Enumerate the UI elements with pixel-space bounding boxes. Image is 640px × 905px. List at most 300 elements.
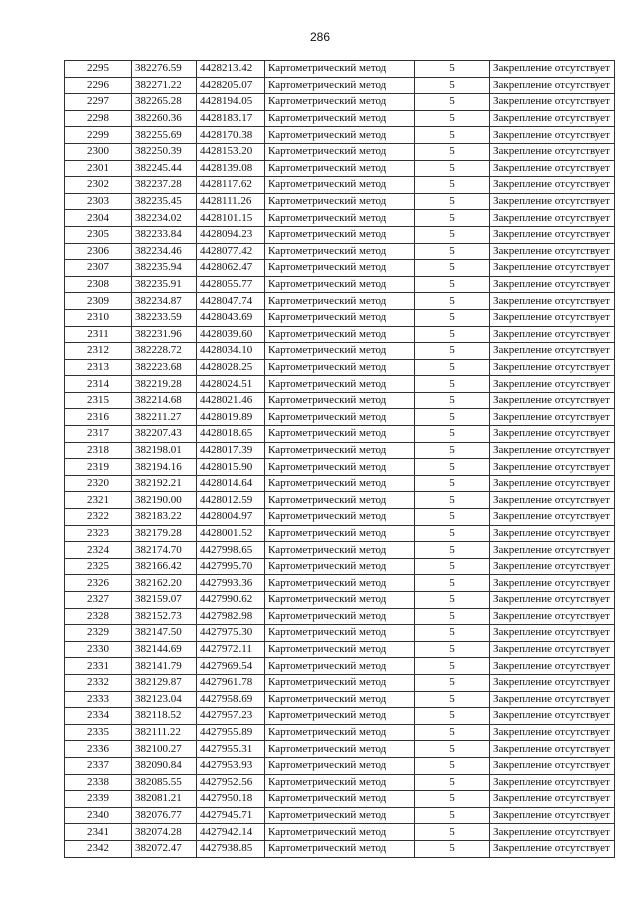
table-row [65,791,615,808]
y-coordinate-cell: 4428101.15 [197,210,265,227]
fixing-cell: Закрепление отсутствует [490,641,615,658]
table-row [65,127,615,144]
fixing-cell: Закрепление отсутствует [490,840,615,857]
fixing-cell: Закрепление отсутствует [490,61,615,78]
accuracy-cell: 5 [415,226,490,243]
accuracy-cell: 5 [415,824,490,841]
y-coordinate-cell: 4427958.69 [197,691,265,708]
table-row [65,691,615,708]
y-coordinate-cell: 4428004.97 [197,509,265,526]
y-coordinate-cell: 4427993.36 [197,575,265,592]
y-coordinate-cell: 4427995.70 [197,558,265,575]
fixing-cell: Закрепление отсутствует [490,558,615,575]
method-cell: Картометрический метод [265,558,415,575]
fixing-cell: Закрепление отсутствует [490,110,615,127]
table-row [65,658,615,675]
accuracy-cell: 5 [415,409,490,426]
method-cell: Картометрический метод [265,807,415,824]
table-row [65,807,615,824]
point-number-cell: 2310 [65,309,132,326]
y-coordinate-cell: 4428017.39 [197,442,265,459]
method-cell: Картометрический метод [265,542,415,559]
method-cell: Картометрический метод [265,741,415,758]
method-cell: Картометрический метод [265,459,415,476]
method-cell: Картометрический метод [265,343,415,360]
method-cell: Картометрический метод [265,592,415,609]
accuracy-cell: 5 [415,326,490,343]
y-coordinate-cell: 4428018.65 [197,426,265,443]
point-number-cell: 2304 [65,210,132,227]
x-coordinate-cell: 382237.28 [132,177,197,194]
table-row [65,724,615,741]
y-coordinate-cell: 4427942.14 [197,824,265,841]
table-row [65,293,615,310]
y-coordinate-cell: 4428014.64 [197,475,265,492]
x-coordinate-cell: 382233.84 [132,226,197,243]
table-row [65,575,615,592]
y-coordinate-cell: 4427998.65 [197,542,265,559]
y-coordinate-cell: 4428039.60 [197,326,265,343]
fixing-cell: Закрепление отсутствует [490,309,615,326]
fixing-cell: Закрепление отсутствует [490,177,615,194]
y-coordinate-cell: 4428055.77 [197,276,265,293]
coordinates-table-body [65,61,615,858]
point-number-cell: 2326 [65,575,132,592]
point-number-cell: 2296 [65,77,132,94]
fixing-cell: Закрепление отсутствует [490,691,615,708]
fixing-cell: Закрепление отсутствует [490,592,615,609]
method-cell: Картометрический метод [265,708,415,725]
x-coordinate-cell: 382152.73 [132,608,197,625]
fixing-cell: Закрепление отсутствует [490,127,615,144]
fixing-cell: Закрепление отсутствует [490,724,615,741]
table-row [65,376,615,393]
accuracy-cell: 5 [415,177,490,194]
coordinates-table [64,60,615,858]
method-cell: Картометрический метод [265,409,415,426]
x-coordinate-cell: 382207.43 [132,426,197,443]
point-number-cell: 2335 [65,724,132,741]
table-row [65,160,615,177]
point-number-cell: 2333 [65,691,132,708]
method-cell: Картометрический метод [265,525,415,542]
point-number-cell: 2323 [65,525,132,542]
point-number-cell: 2311 [65,326,132,343]
table-row [65,492,615,509]
fixing-cell: Закрепление отсутствует [490,442,615,459]
table-row [65,509,615,526]
method-cell: Картометрический метод [265,260,415,277]
y-coordinate-cell: 4427950.18 [197,791,265,808]
table-row [65,757,615,774]
point-number-cell: 2305 [65,226,132,243]
fixing-cell: Закрепление отсутствует [490,243,615,260]
table-row [65,840,615,857]
table-row [65,226,615,243]
point-number-cell: 2313 [65,359,132,376]
accuracy-cell: 5 [415,61,490,78]
point-number-cell: 2317 [65,426,132,443]
x-coordinate-cell: 382245.44 [132,160,197,177]
fixing-cell: Закрепление отсутствует [490,575,615,592]
y-coordinate-cell: 4428077.42 [197,243,265,260]
accuracy-cell: 5 [415,392,490,409]
x-coordinate-cell: 382147.50 [132,625,197,642]
accuracy-cell: 5 [415,276,490,293]
table-row [65,558,615,575]
x-coordinate-cell: 382174.70 [132,542,197,559]
fixing-cell: Закрепление отсутствует [490,807,615,824]
method-cell: Картометрический метод [265,608,415,625]
x-coordinate-cell: 382090.84 [132,757,197,774]
y-coordinate-cell: 4427975.30 [197,625,265,642]
y-coordinate-cell: 4427961.78 [197,674,265,691]
fixing-cell: Закрепление отсутствует [490,260,615,277]
x-coordinate-cell: 382111.22 [132,724,197,741]
method-cell: Картометрический метод [265,774,415,791]
x-coordinate-cell: 382235.45 [132,193,197,210]
table-row [65,409,615,426]
y-coordinate-cell: 4428139.08 [197,160,265,177]
accuracy-cell: 5 [415,641,490,658]
method-cell: Картометрический метод [265,724,415,741]
accuracy-cell: 5 [415,293,490,310]
y-coordinate-cell: 4428183.17 [197,110,265,127]
fixing-cell: Закрепление отсутствует [490,459,615,476]
accuracy-cell: 5 [415,343,490,360]
method-cell: Картометрический метод [265,492,415,509]
fixing-cell: Закрепление отсутствует [490,625,615,642]
method-cell: Картометрический метод [265,426,415,443]
accuracy-cell: 5 [415,426,490,443]
y-coordinate-cell: 4428019.89 [197,409,265,426]
point-number-cell: 2308 [65,276,132,293]
y-coordinate-cell: 4428034.10 [197,343,265,360]
method-cell: Картометрический метод [265,127,415,144]
method-cell: Картометрический метод [265,177,415,194]
method-cell: Картометрический метод [265,442,415,459]
method-cell: Картометрический метод [265,475,415,492]
point-number-cell: 2338 [65,774,132,791]
fixing-cell: Закрепление отсутствует [490,326,615,343]
method-cell: Картометрический метод [265,791,415,808]
y-coordinate-cell: 4428024.51 [197,376,265,393]
y-coordinate-cell: 4428213.42 [197,61,265,78]
method-cell: Картометрический метод [265,641,415,658]
point-number-cell: 2301 [65,160,132,177]
table-row [65,592,615,609]
y-coordinate-cell: 4427972.11 [197,641,265,658]
table-row [65,674,615,691]
table-row [65,426,615,443]
fixing-cell: Закрепление отсутствует [490,791,615,808]
point-number-cell: 2298 [65,110,132,127]
point-number-cell: 2341 [65,824,132,841]
method-cell: Картометрический метод [265,376,415,393]
y-coordinate-cell: 4428117.62 [197,177,265,194]
fixing-cell: Закрепление отсутствует [490,210,615,227]
table-row [65,77,615,94]
point-number-cell: 2321 [65,492,132,509]
accuracy-cell: 5 [415,509,490,526]
method-cell: Картометрический метод [265,658,415,675]
table-row [65,542,615,559]
y-coordinate-cell: 4427938.85 [197,840,265,857]
x-coordinate-cell: 382072.47 [132,840,197,857]
accuracy-cell: 5 [415,309,490,326]
x-coordinate-cell: 382198.01 [132,442,197,459]
point-number-cell: 2324 [65,542,132,559]
x-coordinate-cell: 382123.04 [132,691,197,708]
y-coordinate-cell: 4427957.23 [197,708,265,725]
table-row [65,459,615,476]
fixing-cell: Закрепление отсутствует [490,774,615,791]
x-coordinate-cell: 382265.28 [132,94,197,111]
x-coordinate-cell: 382260.36 [132,110,197,127]
x-coordinate-cell: 382192.21 [132,475,197,492]
accuracy-cell: 5 [415,210,490,227]
fixing-cell: Закрепление отсутствует [490,94,615,111]
x-coordinate-cell: 382074.28 [132,824,197,841]
page-number: 286 [309,30,331,44]
accuracy-cell: 5 [415,791,490,808]
fixing-cell: Закрепление отсутствует [490,542,615,559]
accuracy-cell: 5 [415,475,490,492]
point-number-cell: 2329 [65,625,132,642]
accuracy-cell: 5 [415,260,490,277]
point-number-cell: 2327 [65,592,132,609]
fixing-cell: Закрепление отсутствует [490,674,615,691]
fixing-cell: Закрепление отсутствует [490,757,615,774]
y-coordinate-cell: 4427955.31 [197,741,265,758]
x-coordinate-cell: 382234.02 [132,210,197,227]
x-coordinate-cell: 382194.16 [132,459,197,476]
accuracy-cell: 5 [415,625,490,642]
fixing-cell: Закрепление отсутствует [490,608,615,625]
method-cell: Картометрический метод [265,77,415,94]
table-row [65,193,615,210]
y-coordinate-cell: 4428094.23 [197,226,265,243]
x-coordinate-cell: 382271.22 [132,77,197,94]
x-coordinate-cell: 382081.21 [132,791,197,808]
fixing-cell: Закрепление отсутствует [490,426,615,443]
point-number-cell: 2325 [65,558,132,575]
point-number-cell: 2342 [65,840,132,857]
fixing-cell: Закрепление отсутствует [490,376,615,393]
method-cell: Картометрический метод [265,309,415,326]
accuracy-cell: 5 [415,193,490,210]
accuracy-cell: 5 [415,525,490,542]
x-coordinate-cell: 382159.07 [132,592,197,609]
accuracy-cell: 5 [415,608,490,625]
method-cell: Картометрический метод [265,326,415,343]
accuracy-cell: 5 [415,359,490,376]
table-row [65,608,615,625]
accuracy-cell: 5 [415,708,490,725]
y-coordinate-cell: 4428153.20 [197,143,265,160]
y-coordinate-cell: 4427953.93 [197,757,265,774]
table-row [65,260,615,277]
method-cell: Картометрический метод [265,674,415,691]
accuracy-cell: 5 [415,724,490,741]
x-coordinate-cell: 382228.72 [132,343,197,360]
x-coordinate-cell: 382190.00 [132,492,197,509]
x-coordinate-cell: 382235.94 [132,260,197,277]
x-coordinate-cell: 382141.79 [132,658,197,675]
accuracy-cell: 5 [415,492,490,509]
x-coordinate-cell: 382211.27 [132,409,197,426]
point-number-cell: 2302 [65,177,132,194]
point-number-cell: 2307 [65,260,132,277]
y-coordinate-cell: 4427969.54 [197,658,265,675]
table-row [65,774,615,791]
table-row [65,243,615,260]
y-coordinate-cell: 4428111.26 [197,193,265,210]
x-coordinate-cell: 382162.20 [132,575,197,592]
y-coordinate-cell: 4427990.62 [197,592,265,609]
y-coordinate-cell: 4428170.38 [197,127,265,144]
table-row [65,309,615,326]
point-number-cell: 2312 [65,343,132,360]
y-coordinate-cell: 4428047.74 [197,293,265,310]
table-row [65,177,615,194]
y-coordinate-cell: 4428015.90 [197,459,265,476]
method-cell: Картометрический метод [265,110,415,127]
table-row [65,708,615,725]
point-number-cell: 2319 [65,459,132,476]
x-coordinate-cell: 382118.52 [132,708,197,725]
method-cell: Картометрический метод [265,625,415,642]
fixing-cell: Закрепление отсутствует [490,160,615,177]
point-number-cell: 2316 [65,409,132,426]
table-row [65,525,615,542]
point-number-cell: 2295 [65,61,132,78]
accuracy-cell: 5 [415,94,490,111]
method-cell: Картометрический метод [265,143,415,160]
table-row [65,359,615,376]
accuracy-cell: 5 [415,592,490,609]
y-coordinate-cell: 4428062.47 [197,260,265,277]
accuracy-cell: 5 [415,774,490,791]
fixing-cell: Закрепление отсутствует [490,143,615,160]
point-number-cell: 2328 [65,608,132,625]
accuracy-cell: 5 [415,558,490,575]
table-row [65,110,615,127]
fixing-cell: Закрепление отсутствует [490,824,615,841]
table-row [65,824,615,841]
method-cell: Картометрический метод [265,193,415,210]
table-row [65,625,615,642]
x-coordinate-cell: 382235.91 [132,276,197,293]
fixing-cell: Закрепление отсутствует [490,708,615,725]
method-cell: Картометрический метод [265,757,415,774]
point-number-cell: 2330 [65,641,132,658]
x-coordinate-cell: 382255.69 [132,127,197,144]
accuracy-cell: 5 [415,757,490,774]
method-cell: Картометрический метод [265,824,415,841]
x-coordinate-cell: 382231.96 [132,326,197,343]
fixing-cell: Закрепление отсутствует [490,77,615,94]
fixing-cell: Закрепление отсутствует [490,741,615,758]
y-coordinate-cell: 4427945.71 [197,807,265,824]
x-coordinate-cell: 382179.28 [132,525,197,542]
accuracy-cell: 5 [415,442,490,459]
table-row [65,94,615,111]
accuracy-cell: 5 [415,376,490,393]
point-number-cell: 2322 [65,509,132,526]
point-number-cell: 2331 [65,658,132,675]
x-coordinate-cell: 382233.59 [132,309,197,326]
table-row [65,143,615,160]
fixing-cell: Закрепление отсутствует [490,392,615,409]
table-row [65,343,615,360]
accuracy-cell: 5 [415,674,490,691]
fixing-cell: Закрепление отсутствует [490,525,615,542]
point-number-cell: 2300 [65,143,132,160]
x-coordinate-cell: 382234.46 [132,243,197,260]
x-coordinate-cell: 382144.69 [132,641,197,658]
method-cell: Картометрический метод [265,210,415,227]
method-cell: Картометрический метод [265,691,415,708]
accuracy-cell: 5 [415,840,490,857]
table-row [65,475,615,492]
x-coordinate-cell: 382250.39 [132,143,197,160]
point-number-cell: 2339 [65,791,132,808]
method-cell: Картометрический метод [265,226,415,243]
accuracy-cell: 5 [415,807,490,824]
x-coordinate-cell: 382234.87 [132,293,197,310]
method-cell: Картометрический метод [265,575,415,592]
fixing-cell: Закрепление отсутствует [490,658,615,675]
fixing-cell: Закрепление отсутствует [490,293,615,310]
point-number-cell: 2299 [65,127,132,144]
accuracy-cell: 5 [415,741,490,758]
method-cell: Картометрический метод [265,840,415,857]
y-coordinate-cell: 4428194.05 [197,94,265,111]
table-row [65,61,615,78]
accuracy-cell: 5 [415,160,490,177]
point-number-cell: 2320 [65,475,132,492]
x-coordinate-cell: 382076.77 [132,807,197,824]
y-coordinate-cell: 4428028.25 [197,359,265,376]
x-coordinate-cell: 382214.68 [132,392,197,409]
point-number-cell: 2334 [65,708,132,725]
method-cell: Картометрический метод [265,509,415,526]
y-coordinate-cell: 4428012.59 [197,492,265,509]
accuracy-cell: 5 [415,77,490,94]
accuracy-cell: 5 [415,243,490,260]
x-coordinate-cell: 382100.27 [132,741,197,758]
y-coordinate-cell: 4427952.56 [197,774,265,791]
fixing-cell: Закрепление отсутствует [490,492,615,509]
fixing-cell: Закрепление отсутствует [490,193,615,210]
accuracy-cell: 5 [415,575,490,592]
accuracy-cell: 5 [415,658,490,675]
x-coordinate-cell: 382166.42 [132,558,197,575]
table-row [65,442,615,459]
y-coordinate-cell: 4427982.98 [197,608,265,625]
table-row [65,276,615,293]
accuracy-cell: 5 [415,110,490,127]
x-coordinate-cell: 382276.59 [132,61,197,78]
y-coordinate-cell: 4428021.46 [197,392,265,409]
y-coordinate-cell: 4428043.69 [197,309,265,326]
method-cell: Картометрический метод [265,61,415,78]
fixing-cell: Закрепление отсутствует [490,475,615,492]
method-cell: Картометрический метод [265,243,415,260]
x-coordinate-cell: 382223.68 [132,359,197,376]
accuracy-cell: 5 [415,143,490,160]
